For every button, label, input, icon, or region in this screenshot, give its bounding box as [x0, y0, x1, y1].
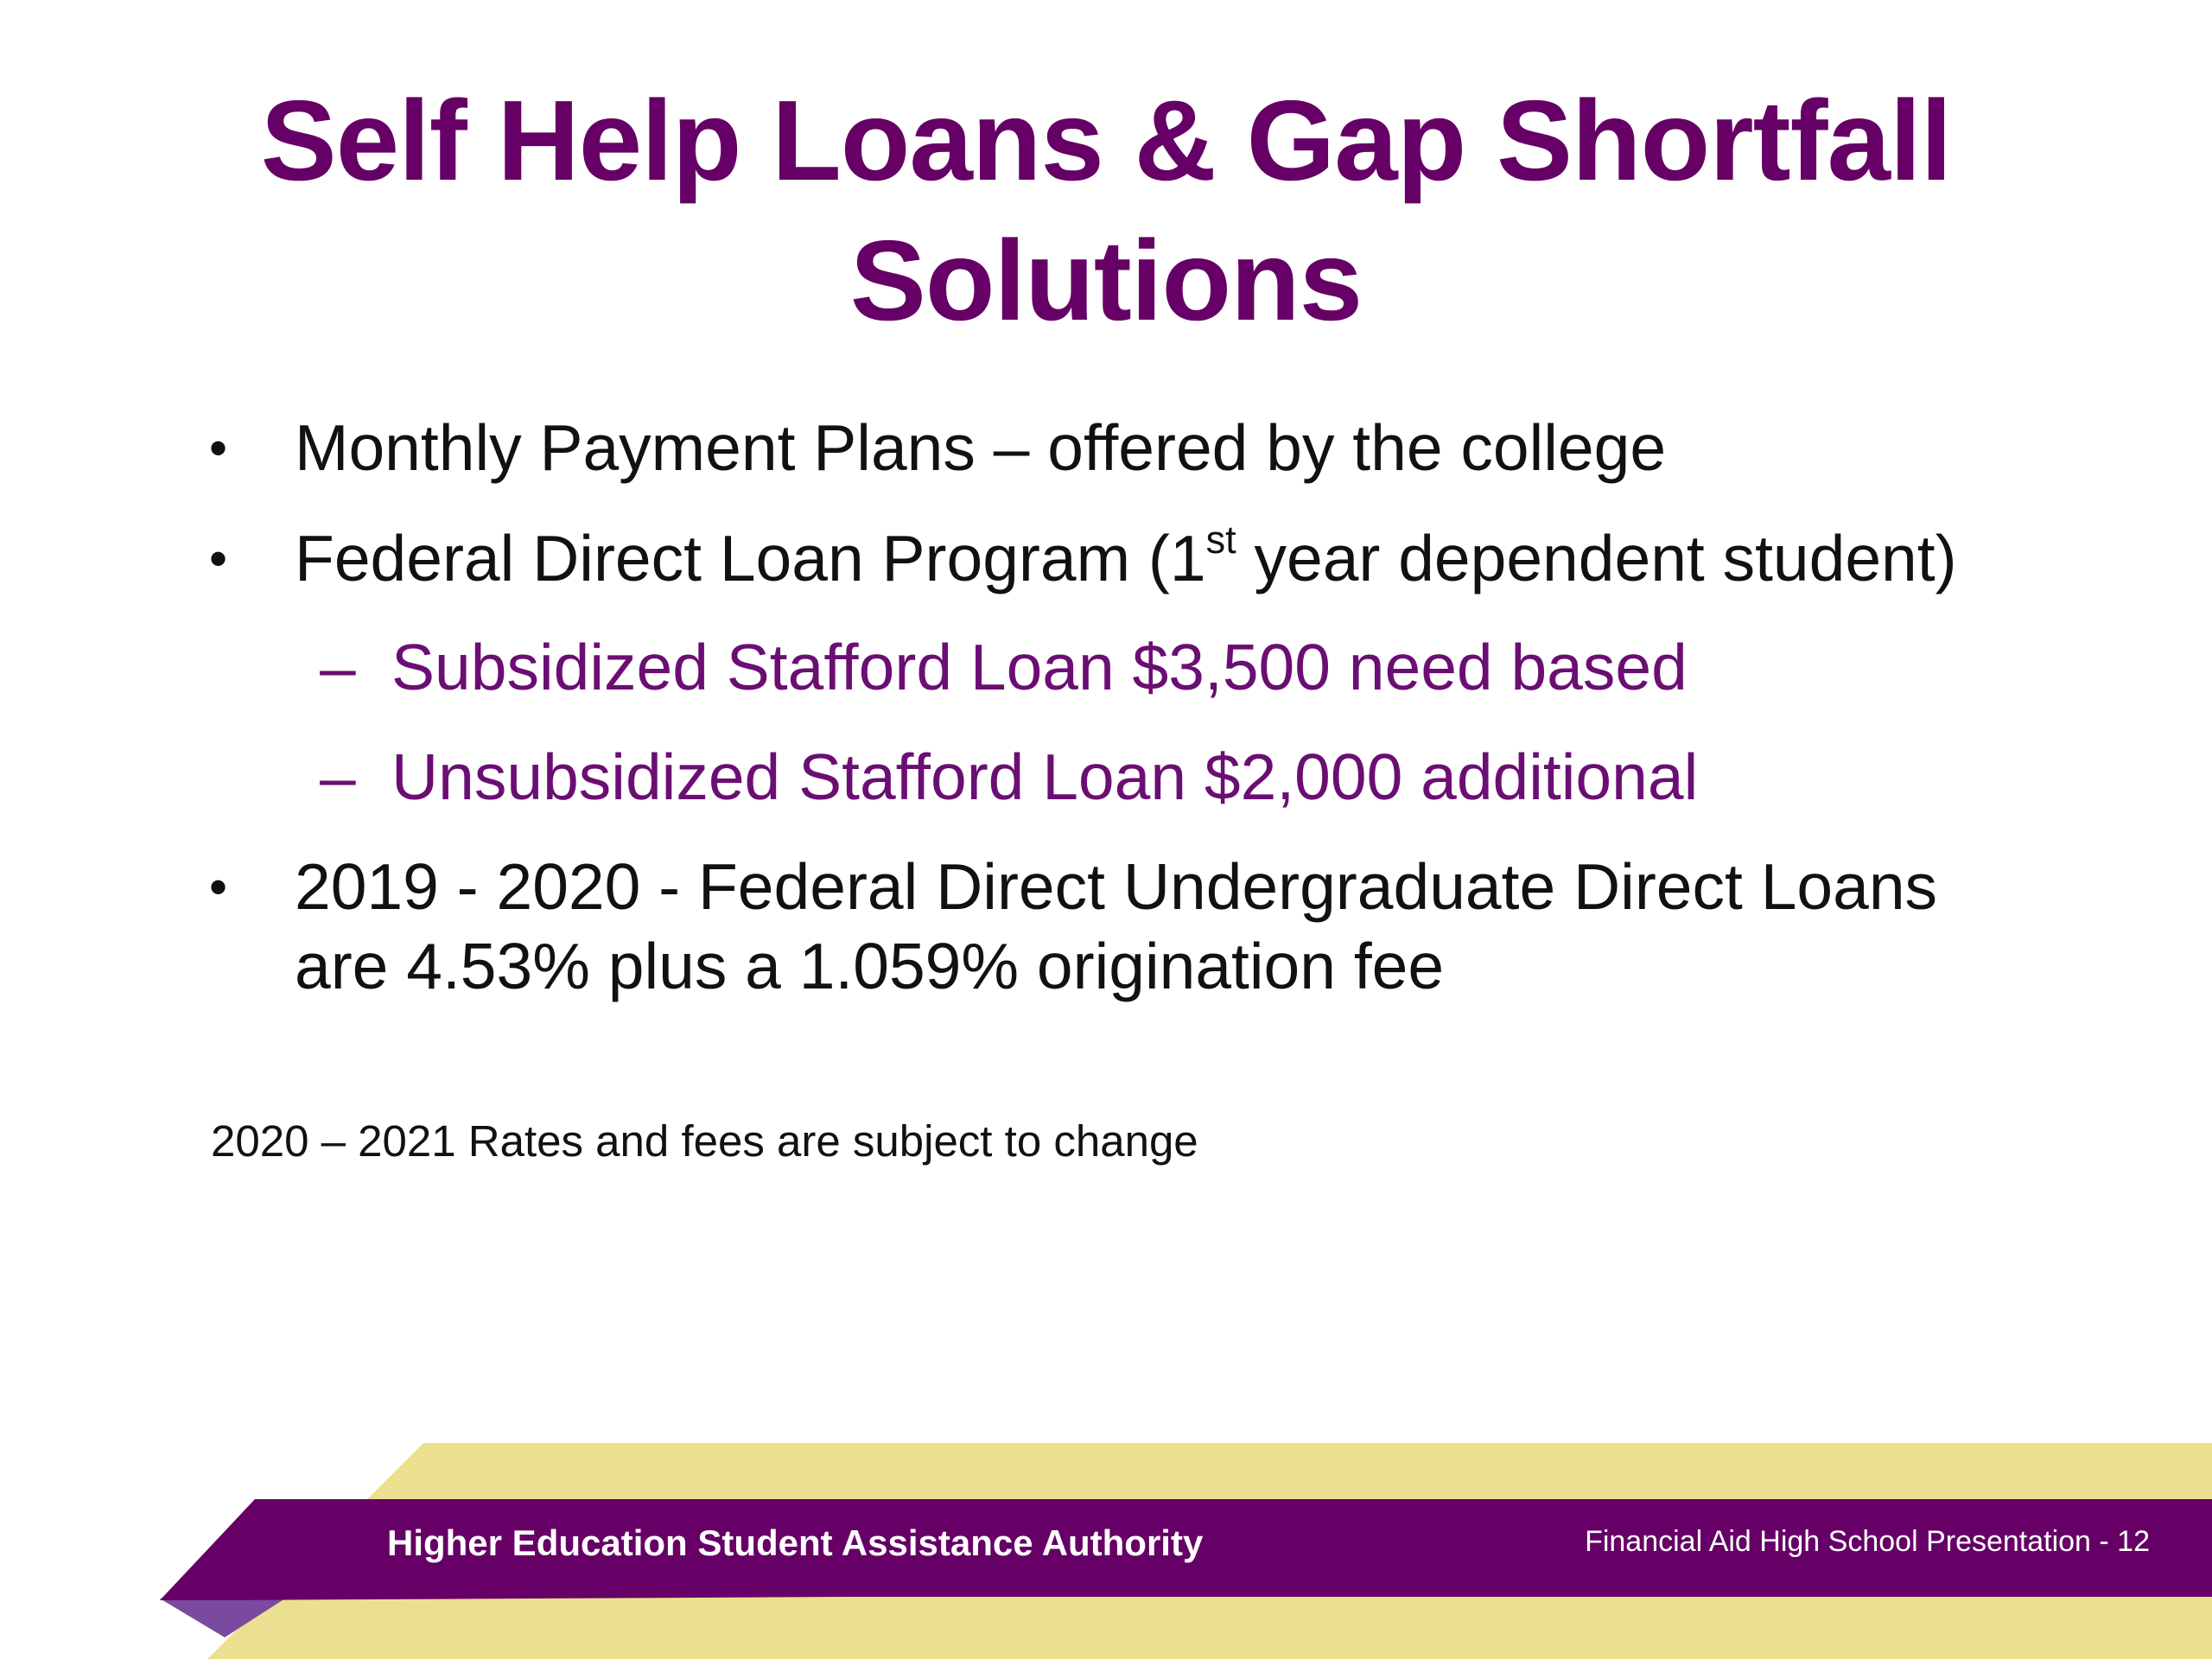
- bullet-marker: •: [209, 419, 228, 477]
- sub-bullet-marker: –: [320, 741, 356, 813]
- footnote: 2020 – 2021 Rates and fees are subject to change: [211, 1116, 1198, 1166]
- bullet-text-line-2: are 4.53% plus a 1.059% origination fee: [295, 930, 1445, 1002]
- sub-bullet-text: Subsidized Stafford Loan $3,500 need based: [391, 631, 1688, 703]
- slide-title-line-2: Solutions: [849, 217, 1363, 344]
- bullet-marker: •: [209, 858, 228, 916]
- bullet-marker: •: [209, 530, 228, 588]
- footer-presentation-label: Financial Aid High School Presentation - 12: [1585, 1525, 2150, 1558]
- sub-bullet-text: Unsubsidized Stafford Loan $2,000 additional: [391, 741, 1699, 813]
- bullet-text: Monthly Payment Plans – offered by the college: [295, 411, 1667, 484]
- bullet-text: [295, 518, 1957, 599]
- bullet-text-part: year dependent student): [1236, 522, 1957, 594]
- ordinal-suffix: st: [1205, 518, 1236, 562]
- sub-bullet-marker: –: [320, 631, 356, 703]
- bullet-text-part: Federal Direct Loan Program (1: [295, 522, 1206, 594]
- slide-title-line-1: Self Help Loans & Gap Shortfall: [260, 77, 1952, 204]
- bullet-text-line-1: 2019 - 2020 - Federal Direct Undergraduate Direct Loans: [295, 850, 1938, 923]
- footer-organization: Higher Education Student Assistance Authority: [387, 1522, 1204, 1563]
